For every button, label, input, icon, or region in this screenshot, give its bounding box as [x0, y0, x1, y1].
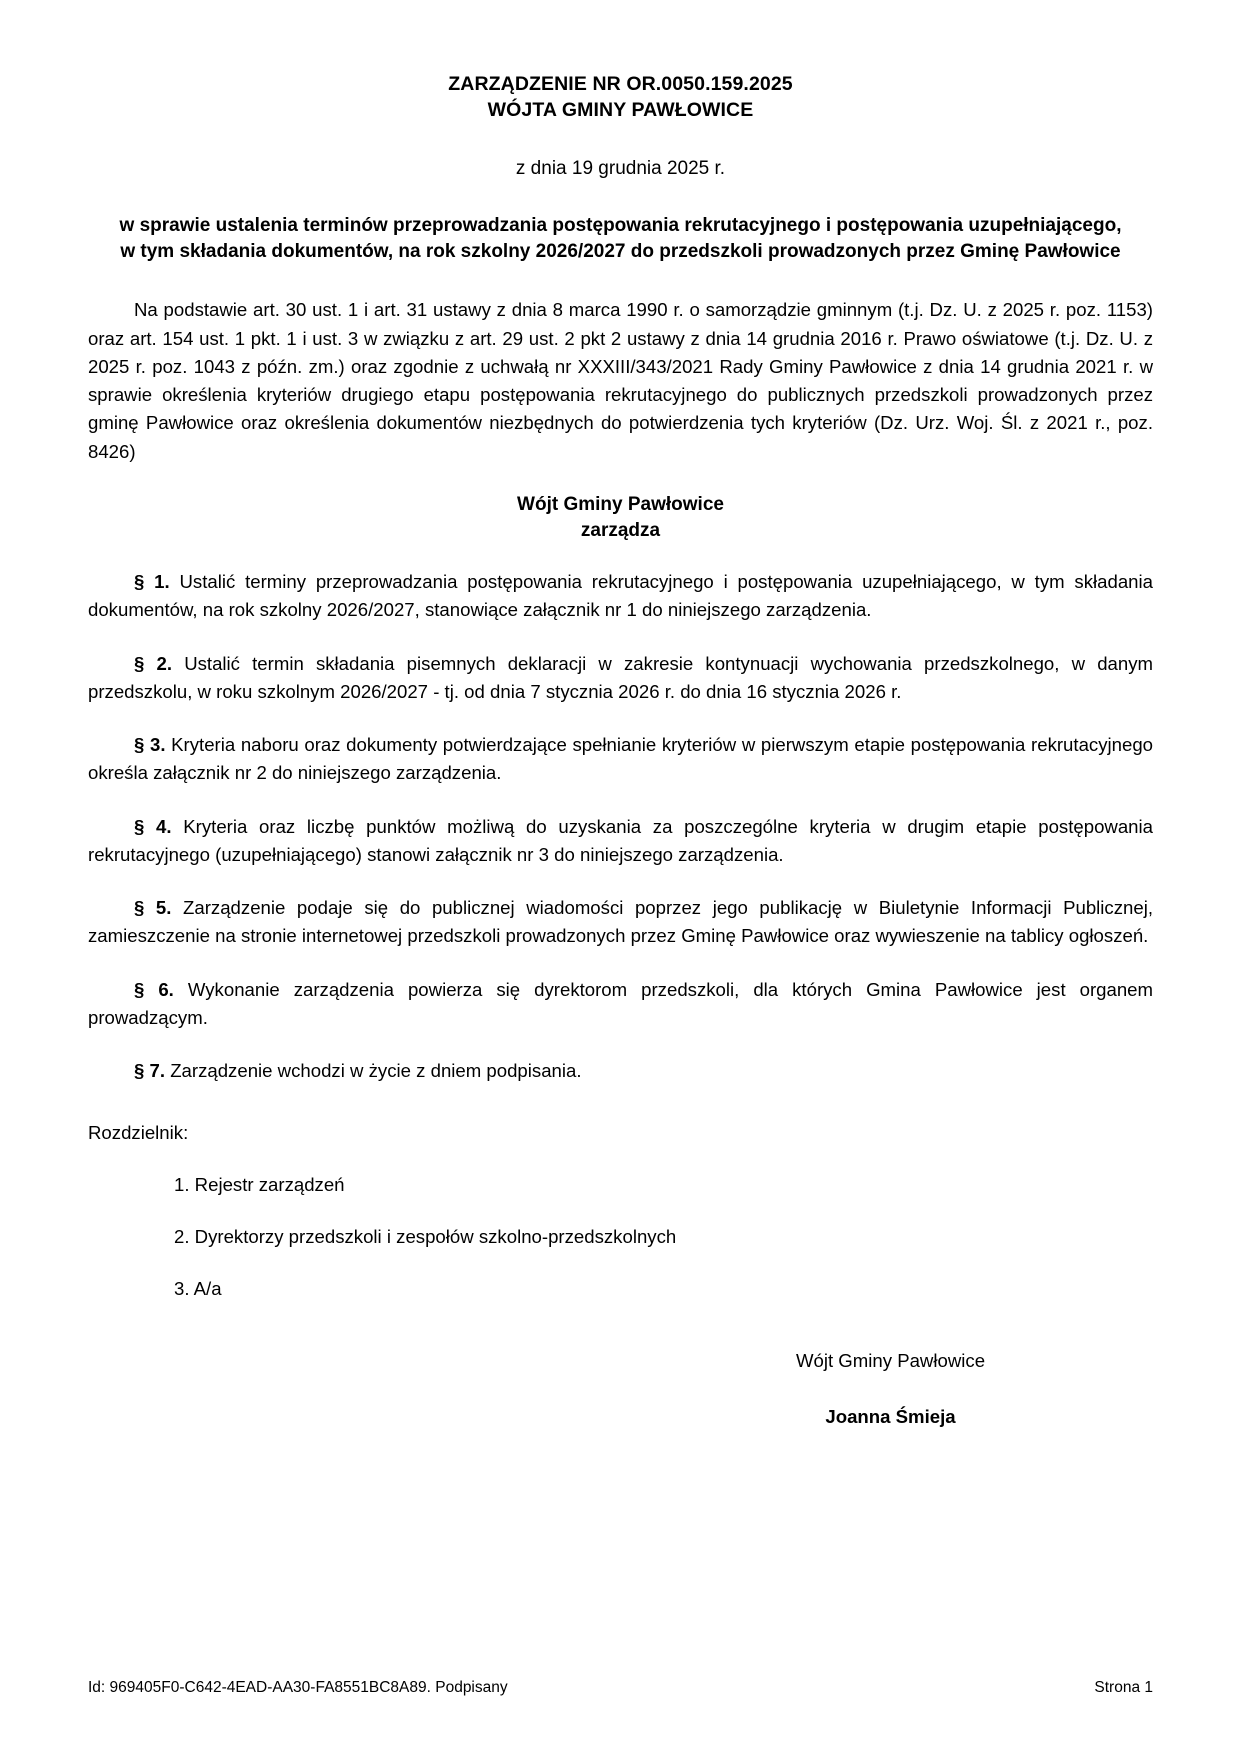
section-text: Zarządzenie wchodzi w życie z dniem podpisania. [170, 1060, 582, 1082]
signature-block [88, 1347, 1153, 1431]
section-paragraph [88, 976, 1153, 1033]
section-text: Kryteria oraz liczbę punktów możliwą do uzyskania za poszczególne kryteria w drugim etapie postępowania rekrutacyjnego (uzupełniającego) stanowi załącznik nr 3 do niniejszego zarządzenia. [88, 815, 1153, 865]
document-title-line-2: WÓJTA GMINY PAWŁOWICE [487, 98, 754, 121]
document-subject: w sprawie ustalenia terminów przeprowadzania postępowania rekrutacyjnego i postępowania uzupełniającego, w tym składania dokumentów, na rok szkolny 2026/2027 do przedszkoli prowadzonych przez Gminę Pawłowice [119, 215, 1122, 262]
section-marker: § 6. [134, 978, 174, 1000]
issuing-authority [88, 492, 1153, 543]
section-text: Ustalić termin składania pisemnych deklaracji w zakresie kontynuacji wychowania przedszkolnego, w danym przedszkolu, w roku szkolnym 2026/2027 - tj. od dnia 7 stycznia 2026 r. do dnia 16 stycznia 2026 r. [88, 652, 1153, 702]
section-paragraph [88, 650, 1153, 707]
distribution-list [88, 1171, 1153, 1303]
distribution-label: Rozdzielnik: [88, 1122, 189, 1144]
list-item: 3. A/a [174, 1278, 222, 1300]
signature-role: Wójt Gminy Pawłowice [795, 1350, 986, 1372]
issuing-authority-role: Wójt Gminy Pawłowice [517, 493, 724, 515]
issuing-authority-verb: zarządza [580, 519, 661, 541]
section-marker: § 7. [134, 1060, 166, 1082]
section-marker: § 2. [134, 652, 173, 674]
section-text: Kryteria naboru oraz dokumenty potwierdzające spełnianie kryteriów w pierwszym etapie postępowania rekrutacyjnego określa załącznik nr 2 do niniejszego zarządzenia. [88, 734, 1153, 784]
list-item: 2. Dyrektorzy przedszkoli i zespołów szkolno-przedszkolnych [174, 1226, 677, 1248]
section-paragraph [88, 568, 1153, 625]
document-id: Id: 969405F0-C642-4EAD-AA30-FA8551BC8A89. Podpisany [88, 1678, 508, 1696]
legal-basis-preamble: Na podstawie art. 30 ust. 1 i art. 31 ustawy z dnia 8 marca 1990 r. o samorządzie gminnym (t.j. Dz. U. z 2025 r. poz. 1153) oraz art. 154 ust. 1 pkt. 1 i ust. 3 w związku z art. 29 ust. 2 pkt 2 ustawy z dnia 14 grudnia 2016 r. Prawo oświatowe (t.j. Dz. U. z 2025 r. poz. 1043 z późn. zm.) oraz zgodnie z uchwałą nr XXXIII/343/2021 Rady Gminy Pawłowice z dnia 14 grudnia 2021 r. w sprawie określenia kryteriów drugiego etapu postępowania rekrutacyjnego do publicznych przedszkoli prowadzonych przez gminę Pawłowice oraz określenia dokumentów niezbędnych do potwierdzenia tych kryteriów (Dz. Urz. Woj. Śl. z 2021 r., poz. 8426) [88, 299, 1153, 462]
document-title [88, 72, 1153, 123]
section-marker: § 4. [134, 815, 172, 837]
section-text: Ustalić terminy przeprowadzania postępowania rekrutacyjnego i postępowania uzupełniającego, w tym składania dokumentów, na rok szkolny 2026/2027, stanowiące załącznik nr 1 do niniejszego zarządzenia. [88, 571, 1153, 621]
page-number: Strona 1 [1094, 1678, 1153, 1696]
document-title-line-1: ZARZĄDZENIE NR OR.0050.159.2025 [448, 73, 793, 95]
section-text: Wykonanie zarządzenia powierza się dyrektorom przedszkoli, dla których Gmina Pawłowice jest organem prowadzącym. [88, 978, 1154, 1028]
document-date: z dnia 19 grudnia 2025 r. [515, 158, 726, 180]
section-marker: § 1. [134, 571, 170, 593]
signature-name: Joanna Śmieja [825, 1405, 956, 1427]
list-item: 1. Rejestr zarządzeń [174, 1174, 345, 1196]
section-paragraph [88, 813, 1153, 870]
section-paragraph [88, 894, 1153, 951]
section-paragraph [88, 731, 1153, 788]
section-text: Zarządzenie podaje się do publicznej wiadomości poprzez jego publikację w Biuletynie Informacji Publicznej, zamieszczenie na stronie internetowej przedszkoli prowadzonych przez Gminę Pawłowice oraz wywieszenie na tablicy ogłoszeń. [88, 897, 1154, 947]
section-marker: § 3. [134, 734, 166, 756]
page-footer [88, 1678, 1153, 1698]
section-marker: § 5. [134, 897, 172, 919]
section-paragraph [88, 1057, 1153, 1085]
